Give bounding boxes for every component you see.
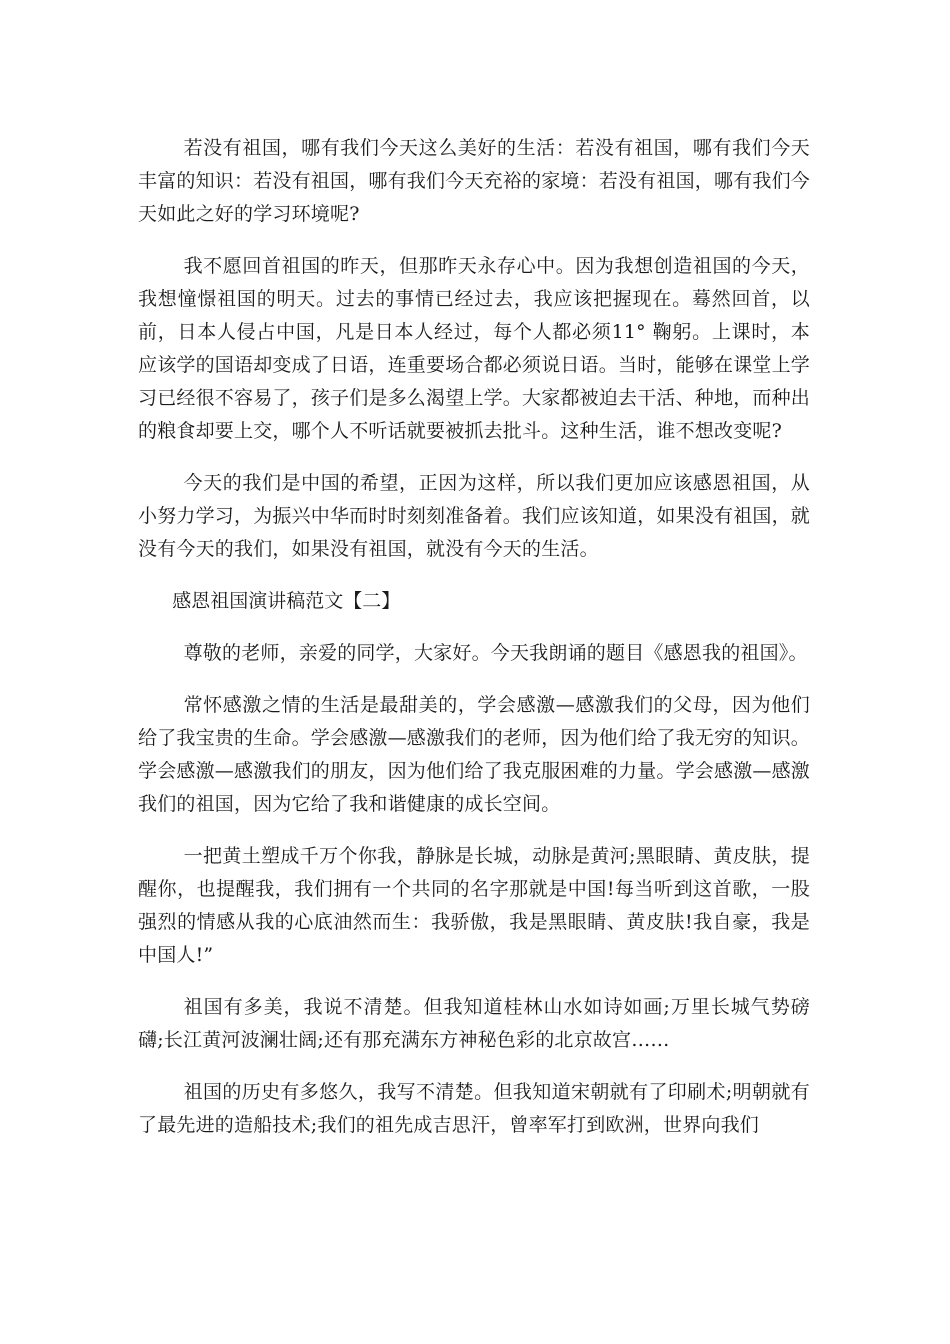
document-body	[138, 132, 810, 1161]
paragraph: 一把黄土塑成千万个你我，静脉是长城，动脉是黄河;黑眼睛、黄皮肤，提醒你，也提醒我，我们拥有一个共同的名字那就是中国!每当听到这首歌，一股强烈的情感从我的心底油然而生：我骄傲，我是黑眼睛、黄皮肤!我自豪，我是中国人!”	[138, 845, 810, 966]
paragraph: 尊敬的老师，亲爱的同学，大家好。今天我朗诵的题目《感恩我的祖国》。	[183, 642, 808, 664]
section-heading: 感恩祖国演讲稿范文【二】	[172, 590, 401, 612]
paragraph: 若没有祖国，哪有我们今天这么美好的生活：若没有祖国，哪有我们今天丰富的知识：若没有祖国，哪有我们今天充裕的家境：若没有祖国，哪有我们今天如此之好的学习环境呢?	[138, 137, 811, 225]
paragraph: 祖国有多美，我说不清楚。但我知道桂林山水如诗如画;万里长城气势磅礴;长江黄河波澜壮阔;还有那充满东方神秘色彩的北京故宫……	[138, 996, 810, 1051]
paragraph: 常怀感激之情的生活是最甜美的，学会感激—感激我们的父母，因为他们给了我宝贵的生命。学会感激—感激我们的老师，因为他们给了我无穷的知识。学会感激—感激我们的朋友，因为他们给了我克服困难的力量。学会感激—感激我们的祖国，因为它给了我和谐健康的成长空间。	[138, 694, 811, 815]
paragraph: 祖国的历史有多悠久，我写不清楚。但我知道宋朝就有了印刷术;明朝就有了最先进的造船技术;我们的祖先成吉思汗，曾率军打到欧洲，世界向我们	[138, 1081, 810, 1136]
paragraph: 我不愿回首祖国的昨天，但那昨天永存心中。因为我想创造祖国的今天，我想憧憬祖国的明天。过去的事情已经过去，我应该把握现在。蓦然回首，以前，日本人侵占中国，凡是日本人经过，每个人都必须11° 鞠躬。上课时，本应该学的国语却变成了日语，连重要场合都必须说日语。当时，能够在课堂上学习已经很不容易了，孩子们是多么渴望上学。大家都被迫去干活、种地，而种出的粮食却要上交，哪个人不听话就要被抓去批斗。这种生活，谁不想改变呢?	[138, 255, 811, 442]
paragraph: 今天的我们是中国的希望，正因为这样，所以我们更加应该感恩祖国，从小努力学习，为振兴中华而时时刻刻准备着。我们应该知道，如果没有祖国，就没有今天的我们，如果没有祖国，就没有今天的生活。	[138, 472, 811, 560]
